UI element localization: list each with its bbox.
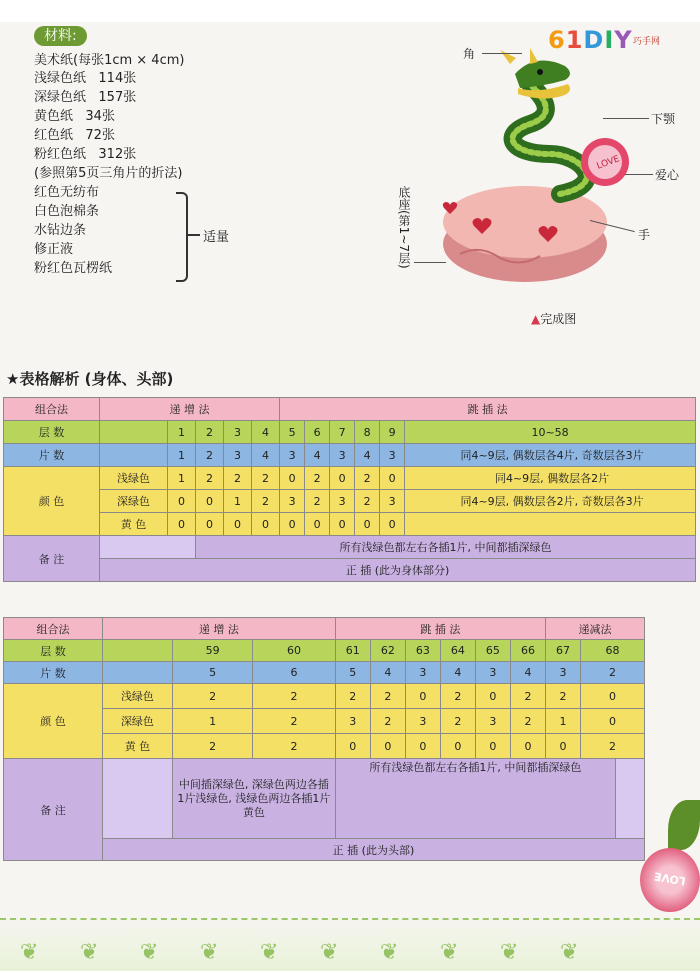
cell: 2 bbox=[253, 709, 335, 734]
cell: 0 bbox=[224, 513, 252, 536]
leaf-icon: ❦ bbox=[260, 940, 279, 965]
table-row bbox=[4, 490, 696, 513]
callout-horn: 角 bbox=[463, 47, 476, 61]
cell: 3 bbox=[380, 444, 405, 467]
header-skip: 跳 插 法 bbox=[280, 398, 696, 421]
figure-caption bbox=[531, 310, 576, 327]
header-layers: 层 数 bbox=[4, 640, 103, 662]
row-label: 黄 色 bbox=[100, 513, 168, 536]
cell: 0 bbox=[440, 734, 475, 759]
table-body bbox=[3, 397, 696, 582]
cell: 64 bbox=[440, 640, 475, 662]
cell: 0 bbox=[355, 513, 380, 536]
heart-text: LOVE bbox=[595, 154, 621, 172]
cell: 3 bbox=[330, 444, 355, 467]
cell: 3 bbox=[224, 421, 252, 444]
cell: 60 bbox=[253, 640, 335, 662]
header-layers: 层 数 bbox=[4, 421, 100, 444]
callout-line bbox=[625, 174, 653, 175]
site-logo-subtitle: 巧手网 bbox=[633, 37, 661, 47]
cell: 0 bbox=[305, 513, 330, 536]
cell: 63 bbox=[405, 640, 440, 662]
row-label: 深绿色 bbox=[100, 490, 168, 513]
table-row bbox=[4, 467, 696, 490]
remark-text: 所有浅绿色都左右各插1片, 中间都插深绿色 bbox=[196, 536, 696, 559]
cell: 0 bbox=[168, 513, 196, 536]
material-line: 黄色纸 34张 bbox=[34, 109, 115, 124]
row-label: 黄 色 bbox=[102, 734, 172, 759]
cell: 0 bbox=[380, 513, 405, 536]
cell: 2 bbox=[370, 709, 405, 734]
cell: 2 bbox=[252, 467, 280, 490]
cell: 8 bbox=[355, 421, 380, 444]
material-line: 浅绿色纸 114张 bbox=[34, 71, 137, 86]
cell: 2 bbox=[581, 662, 645, 684]
cell: 3 bbox=[335, 709, 370, 734]
cell: 2 bbox=[440, 709, 475, 734]
cell: 4 bbox=[440, 662, 475, 684]
bracket-tick bbox=[188, 234, 200, 236]
material-line: 粉红色纸 312张 bbox=[34, 147, 137, 162]
callout-hand: 手 bbox=[638, 228, 651, 242]
material-line: (参照第5页三角片的折法) bbox=[34, 166, 183, 181]
cell: 3 bbox=[330, 490, 355, 513]
cell: 2 bbox=[355, 467, 380, 490]
cell: 0 bbox=[330, 513, 355, 536]
cell: 4 bbox=[305, 444, 330, 467]
cell: 4 bbox=[252, 421, 280, 444]
cell: 68 bbox=[581, 640, 645, 662]
cell: 2 bbox=[196, 421, 224, 444]
table-row bbox=[4, 421, 696, 444]
cell: 2 bbox=[335, 684, 370, 709]
cell: 0 bbox=[196, 490, 224, 513]
cell: 0 bbox=[335, 734, 370, 759]
cell: 1 bbox=[172, 709, 252, 734]
cell: 4 bbox=[355, 444, 380, 467]
cell: 7 bbox=[330, 421, 355, 444]
table-head bbox=[3, 617, 645, 861]
cell: 1 bbox=[168, 467, 196, 490]
cell: 0 bbox=[581, 684, 645, 709]
cell: 0 bbox=[280, 467, 305, 490]
cell: 5 bbox=[335, 662, 370, 684]
cell: 4 bbox=[370, 662, 405, 684]
callout-heart: 爱心 bbox=[655, 168, 680, 182]
material-line: 美术纸(每张1cm × 4cm) bbox=[34, 53, 185, 68]
cell: 67 bbox=[546, 640, 581, 662]
cell: 2 bbox=[581, 734, 645, 759]
header-skip: 跳 插 法 bbox=[335, 618, 545, 640]
table-row bbox=[4, 759, 645, 839]
row-label: 浅绿色 bbox=[102, 684, 172, 709]
cell: 0 bbox=[475, 734, 510, 759]
table-row bbox=[4, 662, 645, 684]
site-logo: 61DIY bbox=[548, 26, 633, 54]
table-row bbox=[4, 444, 696, 467]
cell: 0 bbox=[581, 709, 645, 734]
table-row bbox=[4, 513, 696, 536]
top-strip bbox=[0, 0, 700, 22]
cell: 2 bbox=[253, 734, 335, 759]
leaf-decoration bbox=[668, 800, 700, 850]
cell: 2 bbox=[196, 467, 224, 490]
base-label: 底座(第1~7层) bbox=[397, 186, 411, 269]
cell: 62 bbox=[370, 640, 405, 662]
header-increase: 递 增 法 bbox=[100, 398, 280, 421]
cell: 1 bbox=[168, 444, 196, 467]
cell: 0 bbox=[380, 467, 405, 490]
heart-decoration bbox=[640, 848, 700, 912]
header-color: 颜 色 bbox=[4, 467, 100, 536]
footer-band bbox=[0, 912, 700, 971]
footer-divider bbox=[0, 918, 700, 920]
cell: 1 bbox=[546, 709, 581, 734]
cell: 6 bbox=[253, 662, 335, 684]
cell: 10~58 bbox=[405, 421, 696, 444]
header-remark: 备 注 bbox=[4, 536, 100, 582]
cell: 3 bbox=[280, 490, 305, 513]
cell: 59 bbox=[172, 640, 252, 662]
cell: 0 bbox=[330, 467, 355, 490]
cell: 2 bbox=[172, 684, 252, 709]
material-line: 红色纸 72张 bbox=[34, 128, 115, 143]
cell: 2 bbox=[224, 467, 252, 490]
leaf-icon: ❦ bbox=[440, 940, 459, 965]
table-row bbox=[4, 559, 696, 582]
cell: 2 bbox=[196, 444, 224, 467]
remark-text: 所有浅绿色都左右各插1片, 中间都插深绿色 bbox=[335, 759, 615, 839]
cell: 0 bbox=[168, 490, 196, 513]
cell: 5 bbox=[172, 662, 252, 684]
cell: 0 bbox=[196, 513, 224, 536]
figure-caption-text: 完成图 bbox=[540, 312, 577, 326]
leaf-icon: ❦ bbox=[200, 940, 219, 965]
cell: 同4~9层, 偶数层各2片 bbox=[405, 467, 696, 490]
cell: 3 bbox=[224, 444, 252, 467]
leaf-icon: ❦ bbox=[380, 940, 399, 965]
cell: 0 bbox=[280, 513, 305, 536]
triangle-icon: ▲ bbox=[531, 312, 541, 326]
row-label: 深绿色 bbox=[102, 709, 172, 734]
callout-jaw: 下颚 bbox=[651, 112, 676, 126]
header-method: 组合法 bbox=[4, 398, 100, 421]
remark-text: 正 插 (此为身体部分) bbox=[100, 559, 696, 582]
cell: 0 bbox=[405, 684, 440, 709]
callout-line bbox=[603, 118, 649, 119]
cell: 3 bbox=[546, 662, 581, 684]
cell: 3 bbox=[475, 709, 510, 734]
row-label: 浅绿色 bbox=[100, 467, 168, 490]
cell: 2 bbox=[440, 684, 475, 709]
material-line: 白色泡棉条 bbox=[34, 204, 100, 219]
cell: 同4~9层, 偶数层各4片, 奇数层各3片 bbox=[405, 444, 696, 467]
leaf-icon: ❦ bbox=[80, 940, 99, 965]
header-pieces: 片 数 bbox=[4, 444, 100, 467]
header-color: 颜 色 bbox=[4, 684, 103, 759]
craft-snake-illustration bbox=[430, 34, 690, 294]
material-line: 水钻边条 bbox=[34, 223, 87, 238]
bracket bbox=[176, 192, 188, 282]
table-row bbox=[4, 684, 645, 709]
cell: 6 bbox=[305, 421, 330, 444]
callout-line bbox=[414, 262, 446, 263]
remark-text: 正 插 (此为头部) bbox=[102, 839, 644, 861]
leaf-icon: ❦ bbox=[140, 940, 159, 965]
callout-line bbox=[482, 53, 522, 54]
cell: 2 bbox=[305, 490, 330, 513]
cell: 5 bbox=[280, 421, 305, 444]
header-increase: 递 增 法 bbox=[102, 618, 335, 640]
remark-text: 中间插深绿色, 深绿色两边各插1片浅绿色, 浅绿色两边各插1片黄色 bbox=[172, 759, 335, 839]
heart-decoration-text: LOVE bbox=[653, 869, 687, 888]
header-remark: 备 注 bbox=[4, 759, 103, 861]
cell: 2 bbox=[510, 684, 545, 709]
leaf-icon: ❦ bbox=[560, 940, 579, 965]
cell: 2 bbox=[370, 684, 405, 709]
cell: 2 bbox=[253, 684, 335, 709]
cell: 1 bbox=[224, 490, 252, 513]
material-line: 深绿色纸 157张 bbox=[34, 90, 137, 105]
cell: 65 bbox=[475, 640, 510, 662]
section-title: ★表格解析 (身体、头部) bbox=[6, 370, 174, 388]
cell: 66 bbox=[510, 640, 545, 662]
cell: 3 bbox=[405, 709, 440, 734]
material-line: 粉红色瓦楞纸 bbox=[34, 261, 113, 276]
cell: 2 bbox=[252, 490, 280, 513]
table-row bbox=[4, 536, 696, 559]
cell: 3 bbox=[380, 490, 405, 513]
header-method: 组合法 bbox=[4, 618, 103, 640]
cell: 2 bbox=[510, 709, 545, 734]
leaf-icon: ❦ bbox=[500, 940, 519, 965]
cell: 3 bbox=[405, 662, 440, 684]
cell: 2 bbox=[546, 684, 581, 709]
cell: 4 bbox=[510, 662, 545, 684]
leaf-icon: ❦ bbox=[20, 940, 39, 965]
cell: 0 bbox=[252, 513, 280, 536]
cell: 1 bbox=[168, 421, 196, 444]
cell: 3 bbox=[475, 662, 510, 684]
cell: 0 bbox=[370, 734, 405, 759]
cell: 3 bbox=[280, 444, 305, 467]
cell: 9 bbox=[380, 421, 405, 444]
cell: 2 bbox=[305, 467, 330, 490]
cell: 0 bbox=[475, 684, 510, 709]
cell: 同4~9层, 偶数层各2片, 奇数层各3片 bbox=[405, 490, 696, 513]
cell: 4 bbox=[252, 444, 280, 467]
cell: 0 bbox=[510, 734, 545, 759]
cell: 0 bbox=[546, 734, 581, 759]
leaf-icon: ❦ bbox=[320, 940, 339, 965]
header-decrease: 递减法 bbox=[546, 618, 645, 640]
table-row bbox=[4, 640, 645, 662]
material-line: 修正液 bbox=[34, 242, 74, 257]
header-pieces: 片 数 bbox=[4, 662, 103, 684]
cell: 0 bbox=[405, 734, 440, 759]
material-line: 红色无纺布 bbox=[34, 185, 100, 200]
materials-label: 材料: bbox=[34, 26, 87, 46]
cell: 2 bbox=[172, 734, 252, 759]
bracket-label: 适量 bbox=[203, 230, 230, 245]
cell: 2 bbox=[355, 490, 380, 513]
cell: 61 bbox=[335, 640, 370, 662]
